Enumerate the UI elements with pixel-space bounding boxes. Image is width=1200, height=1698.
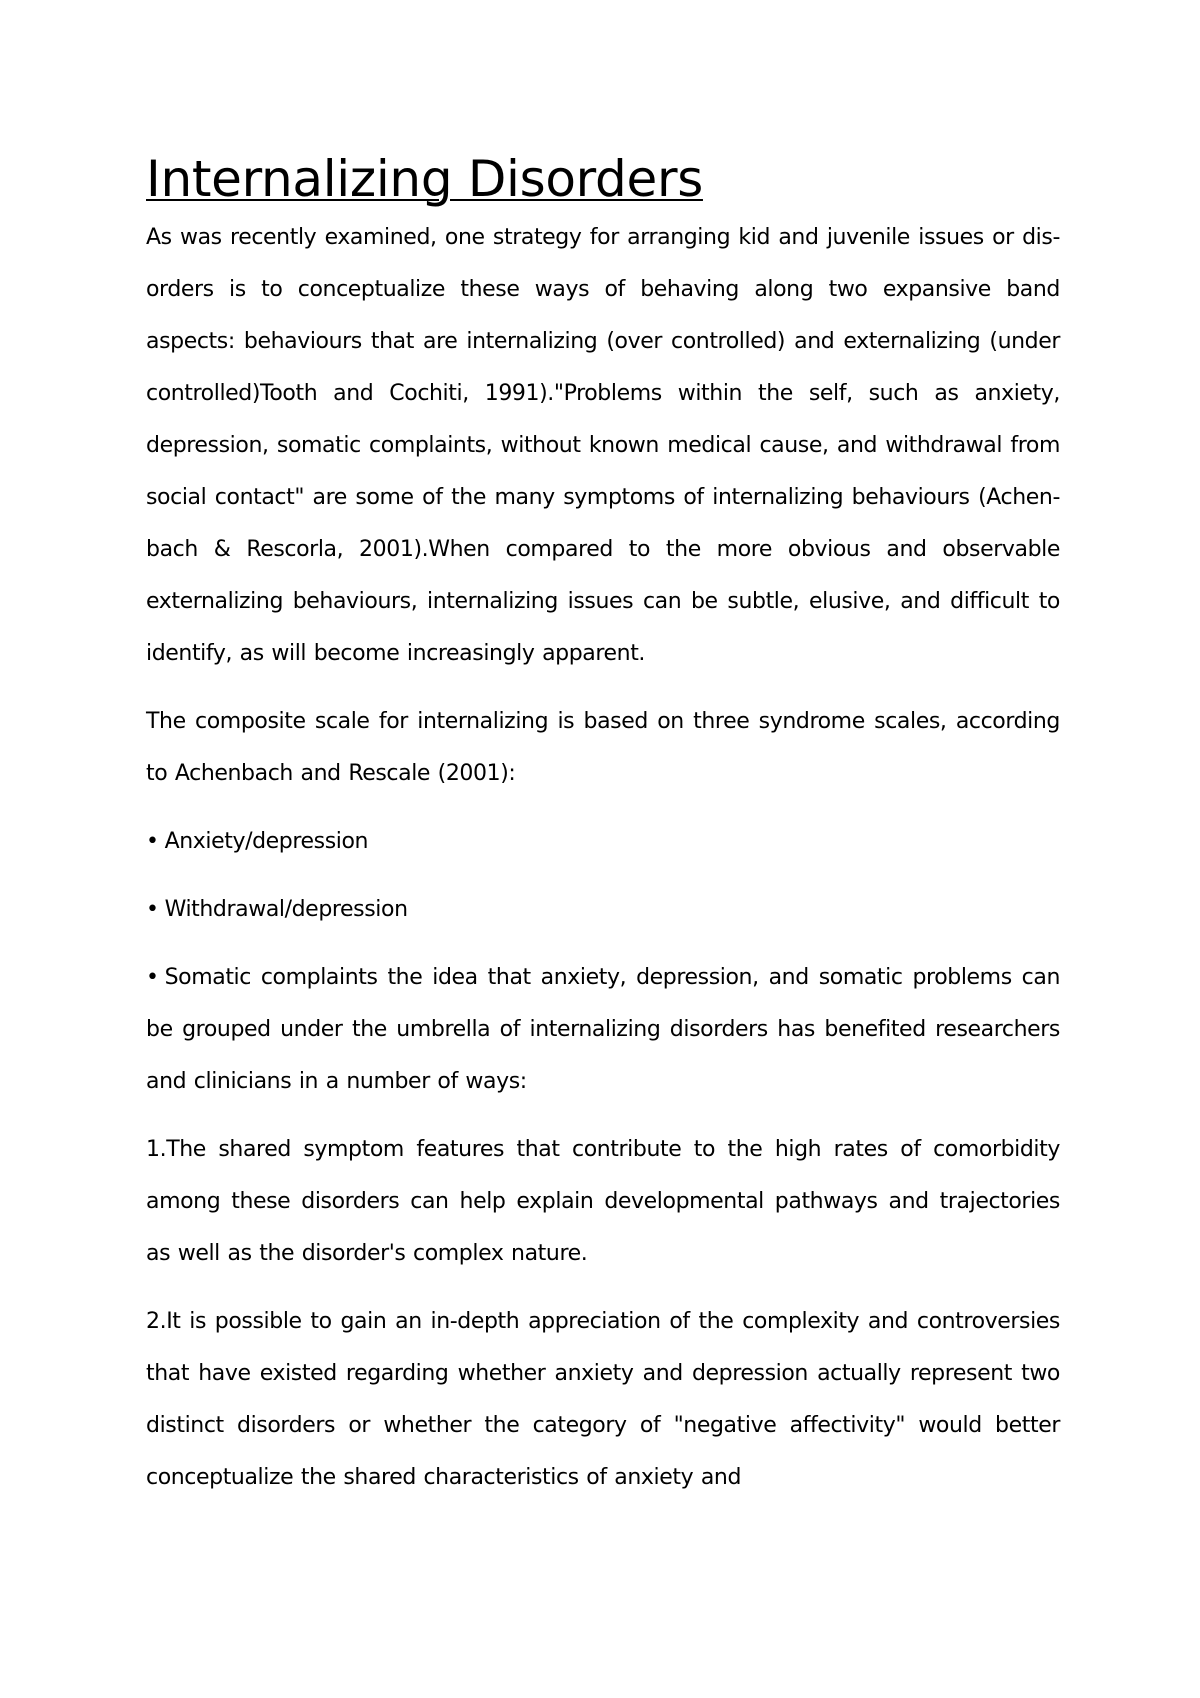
numbered-point-2: 2.It is possible to gain an in-depth appreciation of the complexity and controversies that have existed regarding whether anxiety and depression actually represent two distinct disorders or whether the category of "negative affectivity" would better conceptualize the shared characteristics of anxiety and — [146, 1309, 1060, 1490]
bullet-text: Withdrawal/depression — [164, 897, 408, 922]
bullet-text: Anxiety/depression — [164, 829, 369, 854]
intro-paragraph: As was recently examined, one strategy for arranging kid and juvenile issues or dis-orders is to conceptualize these ways of behaving along two expansive band aspects: behaviours that are internalizing (over controlled) and externalizing (under controlled)Tooth and Cochiti, 1991)."Problems within the self, such as anxiety, depression, somatic complaints, without known medical cause, and withdrawal from social contact" are some of the many symptoms of internalizing behaviours (Achen-bach & Rescorla, 2001).When compared to the more obvious and observable externalizing behaviours, internalizing issues can be subtle, elusive, and difficult to identify, as will become increasingly apparent. — [146, 225, 1060, 666]
composite-scale-paragraph: The composite scale for internalizing is based on three syndrome scales, according to Achenbach and Rescale (2001): — [146, 709, 1060, 786]
numbered-point-1: 1.The shared symptom features that contribute to the high rates of comorbidity among these disorders can help explain developmental pathways and trajectories as well as the disorder's complex nature. — [146, 1137, 1060, 1266]
document-body — [146, 150, 1060, 1504]
bullet-icon: • — [146, 965, 159, 990]
bullet-text: Somatic complaints the idea that anxiety, depression, and somatic problems can be grouped under the umbrella of internalizing disorders has benefited researchers and clinicians in a number of ways: — [146, 965, 1060, 1094]
bullet-item-anxiety-depression — [146, 816, 1060, 868]
bullet-icon: • — [146, 829, 159, 854]
bullet-item-somatic-complaints — [146, 952, 1060, 1108]
document-title: Internalizing Disorders — [146, 150, 703, 208]
bullet-icon: • — [146, 897, 159, 922]
bullet-item-withdrawal-depression — [146, 884, 1060, 936]
